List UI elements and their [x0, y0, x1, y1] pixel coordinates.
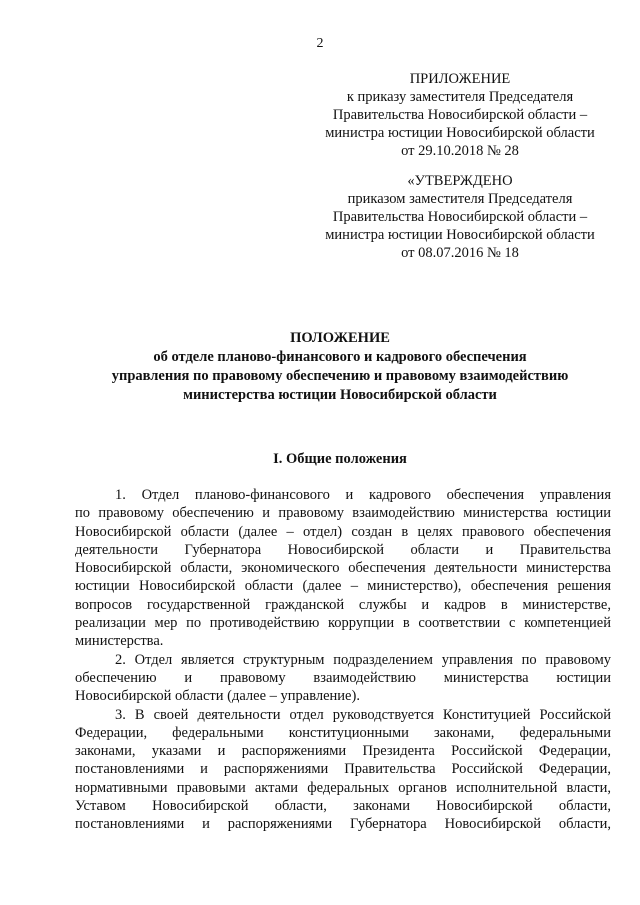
appendix-line: ПРИЛОЖЕНИЕ [409, 71, 511, 87]
paragraph-line: по правовому обеспечению и правовому взаимодействию министерства юстиции [75, 505, 611, 522]
document-title [60, 329, 620, 405]
body-text [75, 486, 611, 834]
paragraph-line: Новосибирской области (далее – управление). [75, 688, 360, 705]
appendix-line: от 29.10.2018 № 28 [401, 143, 519, 159]
paragraph-line: 2. Отдел является структурным подразделением управления по правовому [115, 651, 611, 668]
paragraph-line: нормативными правовыми актами федеральных органов исполнительной власти, [75, 779, 611, 796]
title-line: об отделе планово-финансового и кадрового обеспечения [153, 349, 527, 365]
appendix-line: к приказу заместителя Председателя [346, 89, 574, 105]
paragraph-line: министерства. [75, 633, 164, 650]
title-line: управления по правовому обеспечению и правовому взаимодействию [111, 368, 569, 384]
approved-line: Правительства Новосибирской области – [332, 209, 588, 225]
approved-line: «УТВЕРЖДЕНО [407, 173, 513, 189]
paragraph-line: реализации мер по противодействию коррупции в соответствии с компетенцией [75, 615, 611, 632]
approved-line: министра юстиции Новосибирской области [325, 227, 595, 243]
paragraph-line: Новосибирской области, экономического обеспечения деятельности министерства [75, 560, 611, 577]
page-number: 2 [316, 36, 324, 51]
title-line: министерства юстиции Новосибирской области [183, 387, 497, 403]
paragraph-line: 3. В своей деятельности отдел руководствуется Конституцией Российской [115, 706, 611, 723]
approval-stamp-block [300, 172, 620, 262]
paragraph-line: Уставом Новосибирской области, законами Новосибирской области, [75, 798, 611, 815]
paragraph-line: Новосибирской области (далее – отдел) создан в целях правового обеспечения [75, 523, 611, 540]
appendix-block [300, 70, 620, 160]
paragraph-line: обеспечению и правовому взаимодействию министерства юстиции [75, 669, 611, 686]
approved-line: приказом заместителя Председателя [347, 191, 573, 207]
paragraph-line: законами, указами и распоряжениями Президента Российской Федерации, [75, 743, 611, 760]
paragraph-line: постановлениями и распоряжениями Правительства Российской Федерации, [75, 761, 611, 778]
paragraph-line: деятельности Губернатора Новосибирской области и Правительства [75, 541, 611, 558]
appendix-line: министра юстиции Новосибирской области [325, 125, 595, 141]
paragraph-line: 1. Отдел планово-финансового и кадрового обеспечения управления [115, 487, 611, 503]
paragraph-line: Федерации, федеральными конституционными законами, федеральными [75, 724, 611, 741]
paragraph-line: юстиции Новосибирской области (далее – министерство), обеспечения решения [75, 578, 611, 595]
paragraph-line: постановлениями и распоряжениями Губернатора Новосибирской области, [75, 816, 611, 833]
paragraph-line: вопросов государственной гражданской службы и кадров в министерстве, [75, 596, 611, 613]
approved-line: от 08.07.2016 № 18 [401, 245, 519, 261]
section-heading: I. Общие положения [273, 451, 407, 467]
title-line: ПОЛОЖЕНИЕ [290, 330, 390, 346]
appendix-line: Правительства Новосибирской области – [332, 107, 588, 123]
